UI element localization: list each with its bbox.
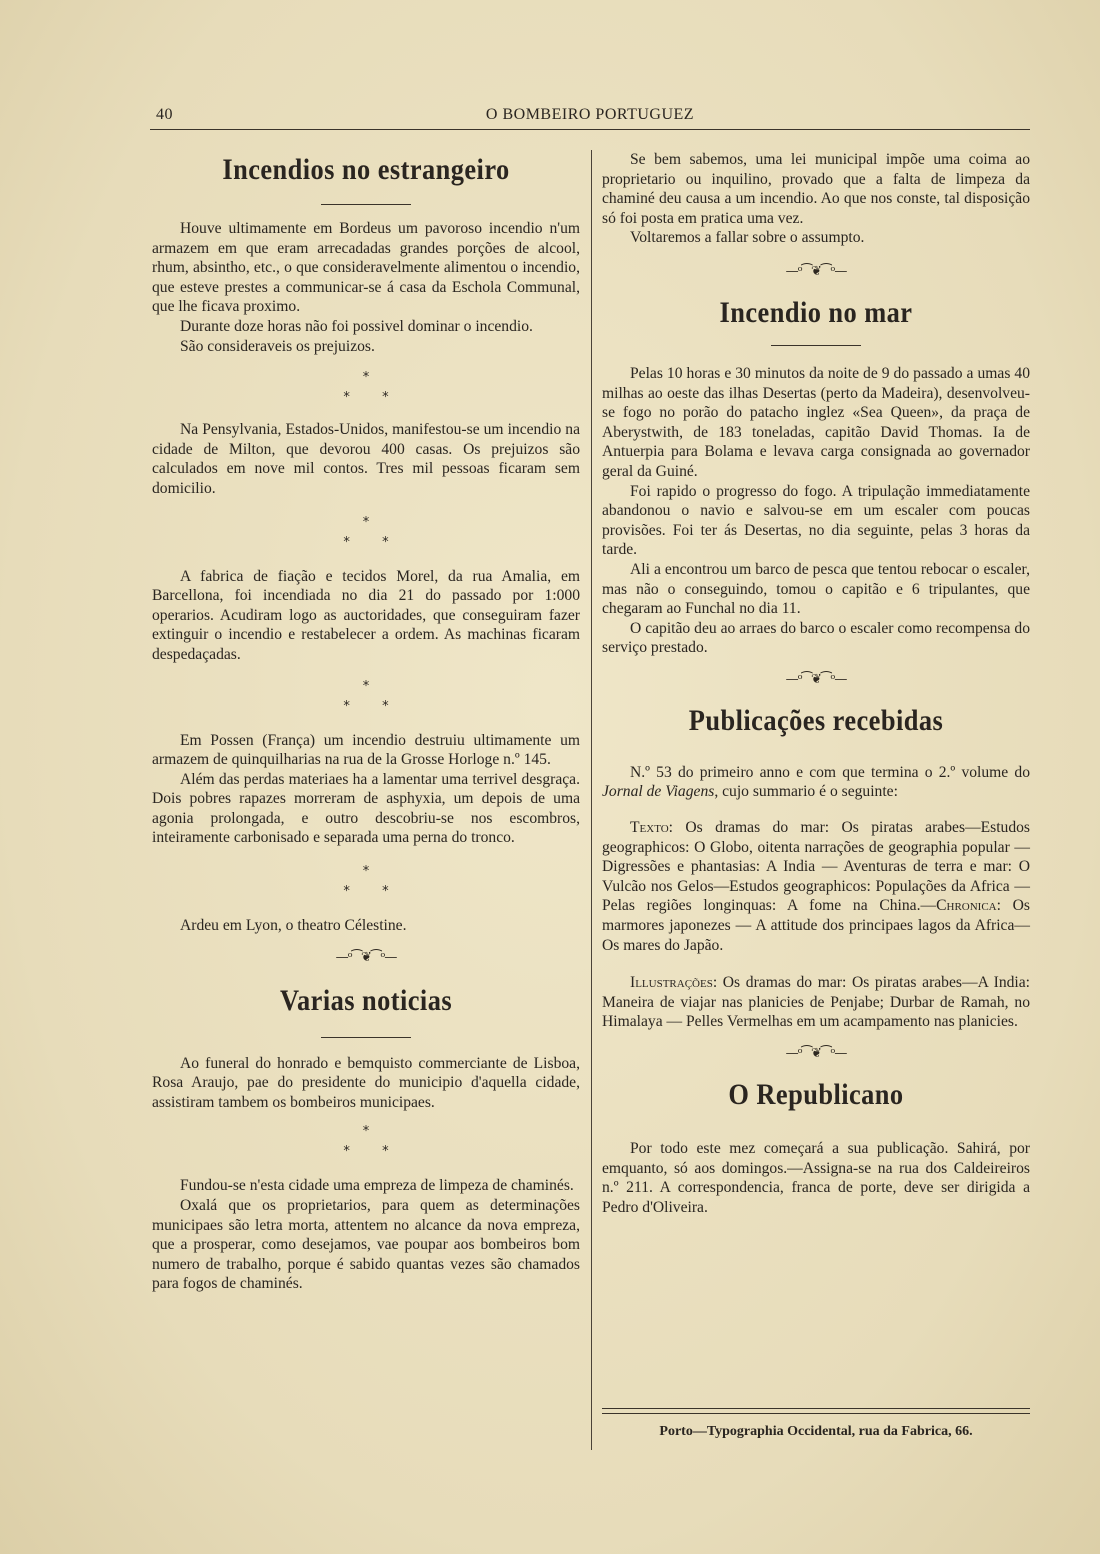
summary-texto: Texto: Os dramas do mar: Os piratas arabes—Estudos geographicos: O Globo, oitenta narrações de geographia popular —Digressões e phantasias: A India — Aventuras de terra e mar: O Vulcão nos Gelos—Estudos geographicos: Populações da Africa — Pelas regiões longinquas: A fome na China.—Chronica: Os marmores japonezes — A attitude dos principaes lagos da Africa—Os mares do Japão. — [602, 819, 1030, 954]
section-ornament: —ᵒ⁀❦⁀ᵒ— — [335, 949, 397, 965]
article-paragraph: São consideraveis os prejuizos. — [180, 337, 375, 355]
article-paragraph: Além das perdas materiaes ha a lamentar uma terrivel desgraça. Dois pobres rapazes morreram de asphyxia, um depois de uma agonia prolongada, e outro descobriu-se nos escombros, inteiramente carbonisado e separada uma perna do tronco. — [152, 770, 580, 847]
page-header — [150, 106, 1030, 128]
asterism: * * * — [343, 1124, 389, 1160]
asterism: * * * — [343, 678, 389, 714]
article-paragraph: Ali a encontrou um barco de pesca que tentou rebocar o escaler, mas não o conseguindo, tomou o capitão e 6 tripulantes, que chegaram ao Funchal no dia 11. — [602, 560, 1030, 618]
section-title-incendios-estrangeiro: Incendios no estrangeiro — [222, 153, 510, 186]
left-column — [152, 150, 580, 1294]
article-paragraph: N.º 53 do primeiro anno e com que termina o 2.º volume do Jornal de Viagens, cujo summario é o seguinte: — [602, 763, 1030, 801]
header-rule — [150, 129, 1030, 130]
column-divider — [591, 150, 592, 1450]
section-title-o-republicano: O Republicano — [728, 1078, 904, 1111]
article-paragraph: Em Possen (França) um incendio destruiu ultimamente um armazem de quinquilharias na rua de la Grosse Horloge n.º 145. — [152, 731, 580, 769]
article-paragraph: Ao funeral do honrado e bemquisto commerciante de Lisboa, Rosa Araujo, pae do presidente do municipio d'aquella cidade, assistiram tambem os bombeiros municipaes. — [152, 1054, 580, 1111]
footer-rule — [602, 1408, 1030, 1414]
section-ornament: —ᵒ⁀❦⁀ᵒ— — [785, 1046, 847, 1061]
section-title-incendio-mar: Incendio no mar — [719, 295, 913, 329]
article-paragraph: Voltaremos a fallar sobre o assumpto. — [630, 229, 865, 247]
section-title-varias-noticias: Varias noticias — [279, 983, 453, 1017]
asterism: * * * — [343, 514, 389, 550]
article-paragraph: Se bem sabemos, uma lei municipal impõe uma coima ao proprietario ou inquilino, provado que a falta de limpeza da chaminé deu causa a um incendio. Ao que nos conste, tal disposição só foi posta em pratica uma vez. — [602, 151, 1030, 227]
printer-imprint: Porto—Typographia Occidental, rua da Fabrica, 66. — [659, 1424, 973, 1439]
article-paragraph: Fundou-se n'esta cidade uma empreza de limpeza de chaminés. — [180, 1177, 574, 1195]
article-paragraph: Ardeu em Lyon, o theatro Célestine. — [180, 917, 407, 935]
page-number: 40 — [156, 106, 173, 123]
asterism — [152, 368, 580, 408]
title-rule — [321, 1037, 411, 1038]
article-paragraph: Foi rapido o progresso do fogo. A tripulação immediatamente abandonou o navio e salvou-se em um escaler com poucas provisões. Foi ter ás Desertas, no dia seguinte, pelas 3 horas da tarde. — [602, 482, 1030, 559]
article-paragraph: Houve ultimamente em Bordeus um pavoroso incendio n'um armazem em que eram arrecadadas grandes porções de alcool, rhum, absintho, etc., o que consideravelmente alimentou o incendio, que esteve prestes a communicar-se á casa da Eschola Communal, que lhe ficava proximo. — [152, 220, 580, 316]
summary-illustracoes: Illustrações: Os dramas do mar: Os piratas arabes—A India: Maneira de viajar nas planicies de Penjabe; Durbar de Ramah, no Himalaya — Pelles Vermelhas em um acampamento nas planicies. — [602, 974, 1030, 1031]
article-paragraph: Na Pensylvania, Estados-Unidos, manifestou-se um incendio na cidade de Milton, que devorou 400 casas. Os prejuizos são calculados em nove mil contos. Tres mil pessoas ficaram sem domicilio. — [152, 421, 580, 497]
right-column — [602, 150, 1030, 1217]
section-ornament: —ᵒ⁀❦⁀ᵒ— — [785, 671, 847, 687]
article-paragraph: Por todo este mez começará a sua publicação. Sahirá, por emquanto, só aos domingos.—Assigna-se na rua dos Caldeireiros n.º 211. A correspondencia, franca de porte, deve ser dirigida a Pedro d'Oliveira. — [602, 1140, 1030, 1216]
section-ornament: —ᵒ⁀❦⁀ᵒ— — [785, 263, 847, 279]
article-paragraph: Oxalá que os proprietarios, para quem as determinações municipaes são letra morta, attentem no alcance da nova empreza, que a prosperar, como desejamos, vae poupar aos bombeiros bom numero de trabalho, porque é sabido quantas vezes são chamados para fogos de chaminés. — [152, 1197, 580, 1293]
publication-title: O BOMBEIRO PORTUGUEZ — [485, 106, 695, 123]
article-paragraph: O capitão deu ao arraes do barco o escaler como recompensa do serviço prestado. — [602, 619, 1030, 657]
asterism-top: * — [362, 370, 370, 386]
article-paragraph: Durante doze horas não foi possivel dominar o incendio. — [180, 317, 533, 335]
title-rule — [771, 345, 861, 346]
article-paragraph: A fabrica de fiação e tecidos Morel, da rua Amalia, em Barcellona, foi incendiada no dia 21 do passado por 1:000 operarios. Acudiram logo as auctoridades, que conseguiram fazer extinguir o incendio e restabelecer a ordem. As machinas ficaram despedaçadas. — [152, 567, 580, 663]
asterism: * * * — [343, 864, 389, 900]
title-rule — [321, 204, 411, 205]
asterism-bottom: * * — [343, 390, 389, 406]
article-paragraph: Pelas 10 horas e 30 minutos da noite de 9 do passado a umas 40 milhas ao oeste das ilhas Desertas (perto da Madeira), desenvolveu-se fogo no porão do patacho inglez «Sea Queen», da praça de Aberystwith, de 183 toneladas, capitão David Thomas. Ia de Antuerpia para Bolama e levava carga consignada ao governador geral da Guiné. — [602, 364, 1030, 480]
section-title-publicacoes-recebidas: Publicações recebidas — [688, 703, 944, 737]
